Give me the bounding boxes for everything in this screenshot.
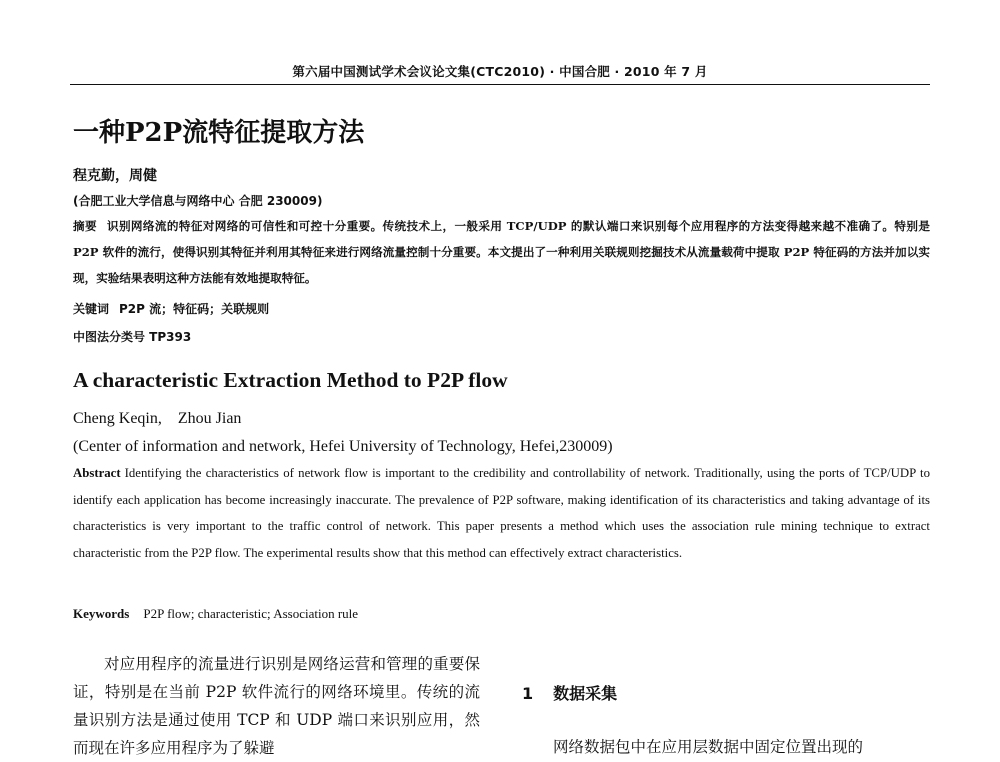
paper-title-english: A characteristic Extraction Method to P2P flow <box>73 368 508 392</box>
keywords-chinese-label: 关键词 <box>73 302 110 316</box>
running-header: 第六届中国测试学术会议论文集(CTC2010) · 中国合肥 · 2010 年 7 月 <box>292 64 708 79</box>
classification-number: 中图法分类号 TP393 <box>73 330 192 344</box>
abstract-chinese-text: 识别网络流的特征对网络的可信性和可控十分重要。传统技术上，一般采用 TCP/UDP 的默认端口来识别每个应用程序的方法变得越来越不准确了。特别是 P2P 软件的流行，使得识别其特征并利用其特征来进行网络流量控制十分重要。本文提出了一种利用关联规则挖掘技术从流量载荷中提取 P2P 特征码的方法并加以实现，实验结果表明这种方法能有效地提取特征。 <box>73 219 930 285</box>
section-number: 1 <box>522 684 534 703</box>
header-rule <box>70 84 930 85</box>
keywords-chinese <box>73 300 269 317</box>
abstract-chinese-label: 摘要 <box>73 219 97 233</box>
section-title: 数据采集 <box>553 684 618 703</box>
keywords-english <box>73 606 358 622</box>
keywords-english-label: Keywords <box>73 606 130 621</box>
paper-title-chinese: 一种P2P流特征提取方法 <box>73 118 365 148</box>
authors-english: Cheng Keqin, Zhou Jian <box>73 410 242 427</box>
section-heading-1 <box>522 681 617 704</box>
authors-chinese: 程克勤，周健 <box>73 168 157 184</box>
body-paragraph-right: 网络数据包中在应用层数据中固定位置出现的 <box>553 738 864 756</box>
abstract-english-label: Abstract <box>73 466 121 480</box>
affiliation-english: (Center of information and network, Hefei University of Technology, Hefei,230009) <box>73 438 613 455</box>
affiliation-chinese: (合肥工业大学信息与网络中心 合肥 230009) <box>73 194 323 208</box>
keywords-chinese-text: P2P 流；特征码；关联规则 <box>119 302 270 316</box>
abstract-chinese <box>73 213 930 291</box>
abstract-english <box>73 460 930 566</box>
keywords-english-text: P2P flow; characteristic; Association rule <box>143 606 359 621</box>
body-paragraph-left: 对应用程序的流量进行识别是网络运营和管理的重要保证，特别是在当前 P2P 软件流行的网络环境里。传统的流量识别方法是通过使用 TCP 和 UDP 端口来识别应用，然而现在许多应用程序为了躲避 <box>73 655 480 757</box>
abstract-english-text: Identifying the characteristics of network flow is important to the credibility and controllability of network. Traditionally, using the ports of TCP/UDP to identify each application has become increasingly inaccurate. The prevalence of P2P software, making identification of its characteristics and taking advantage of its characteristics is very important to the traffic control of network. This paper presents a method which uses the association rule mining technique to extract characteristic from the P2P flow. The experimental results show that this method can effectively extract characteristics. <box>73 466 930 560</box>
